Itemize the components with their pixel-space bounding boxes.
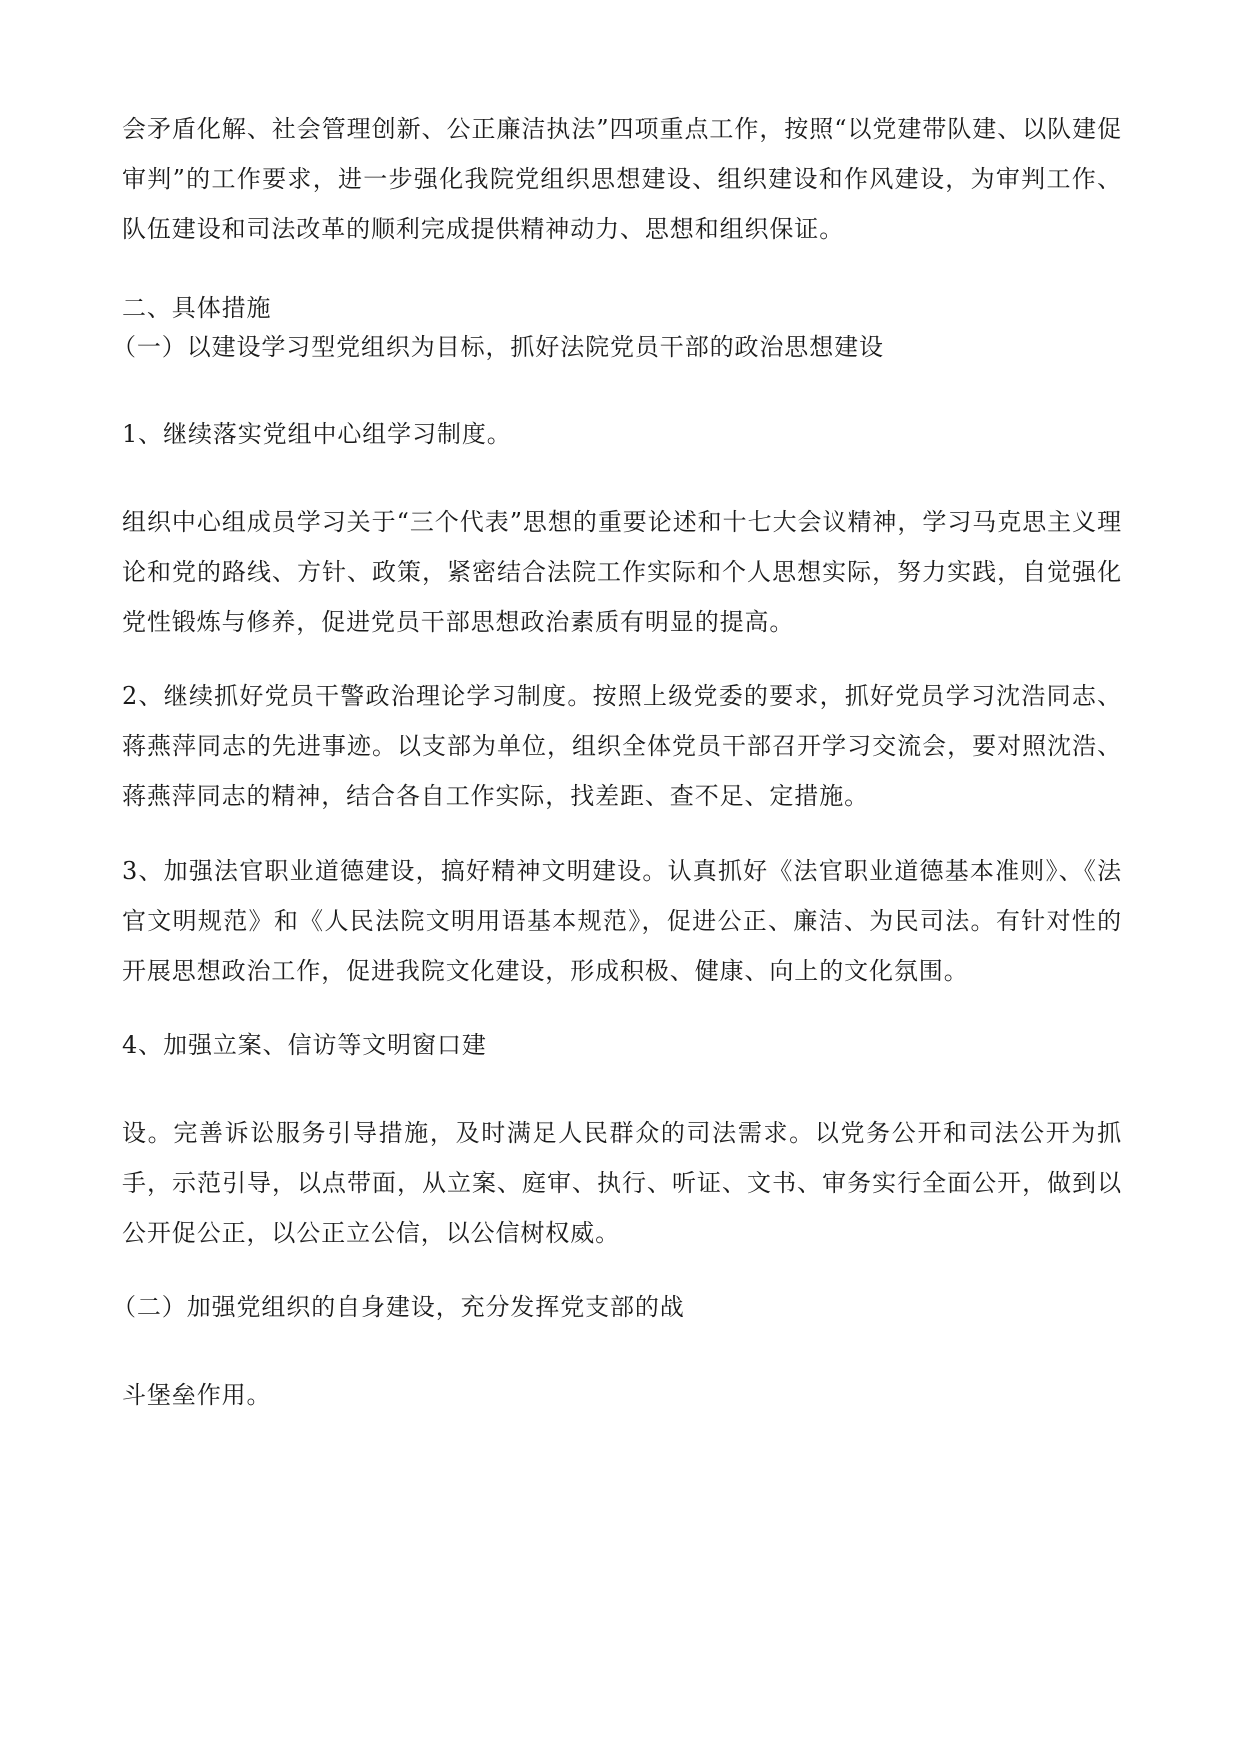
paragraph-item-4-start: 4、加强立案、信访等文明窗口建 xyxy=(122,1031,487,1059)
paragraph-item-4-continued: 设。完善诉讼服务引导措施，及时满足人民群众的司法需求。以党务公开和司法公开为抓手，示范引导，以点带面，从立案、庭审、执行、听证、文书、审务实行全面公开，做到以公开促公正，以公正立公信，以公信树权威。 xyxy=(122,1119,1122,1247)
paragraph-central-group-study: 组织中心组成员学习关于“三个代表”思想的重要论述和十七大会议精神，学习马克思主义理论和党的路线、方针、政策，紧密结合法院工作实际和个人思想实际，努力实践，自觉强化党性锻炼与修养，促进党员干部思想政治素质有明显的提高。 xyxy=(122,508,1122,636)
paragraph-item-2: 2、继续抓好党员干警政治理论学习制度。按照上级党委的要求，抓好党员学习沈浩同志、蒋燕萍同志的先进事迹。以支部为单位，组织全体党员干部召开学习交流会，要对照沈浩、蒋燕萍同志的精神，结合各自工作实际，找差距、查不足、定措施。 xyxy=(122,682,1122,810)
item-1-heading: 1、继续落实党组中心组学习制度。 xyxy=(122,420,512,448)
subheading-party-self-building: （二）加强党组织的自身建设，充分发挥党支部的战 xyxy=(112,1293,685,1321)
heading-specific-measures: 二、具体措施 xyxy=(122,294,272,322)
subheading-learning-party-organization: （一）以建设学习型党组织为目标，抓好法院党员干部的政治思想建设 xyxy=(112,333,884,361)
paragraph-item-3: 3、加强法官职业道德建设，搞好精神文明建设。认真抓好《法官职业道德基本准则》、《法官文明规范》和《人民法院文明用语基本规范》，促进公正、廉洁、为民司法。有针对性的开展思想政治工作，促进我院文化建设，形成积极、健康、向上的文化氛围。 xyxy=(122,857,1122,985)
paragraph-work-requirements: 会矛盾化解、社会管理创新、公正廉洁执法”四项重点工作，按照“以党建带队建、以队建促审判”的工作要求，进一步强化我院党组织思想建设、组织建设和作风建设，为审判工作、队伍建设和司法改革的顺利完成提供精神动力、思想和组织保证。 xyxy=(122,115,1122,243)
subheading-continued: 斗堡垒作用。 xyxy=(122,1381,272,1409)
